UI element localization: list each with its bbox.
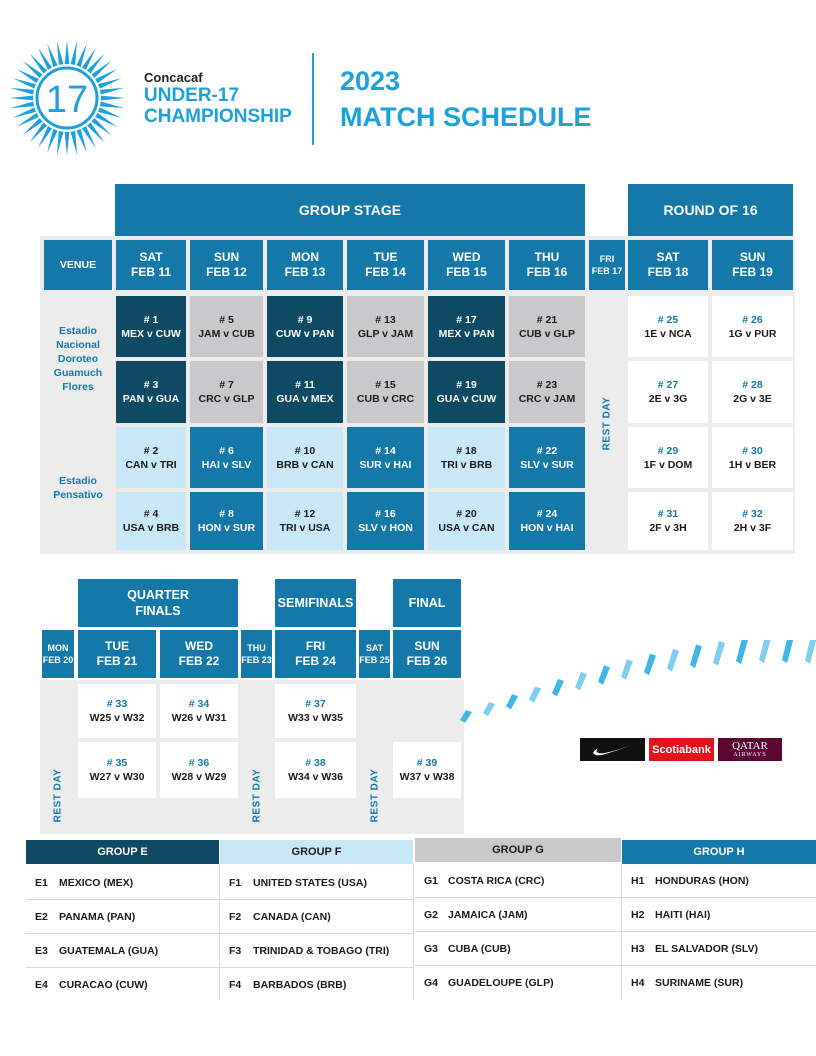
match-number: # 6 <box>219 444 234 457</box>
match-teams: 2F v 3H <box>649 522 687 534</box>
match-number: # 25 <box>657 313 679 326</box>
match-number: # 19 <box>456 379 477 391</box>
day-header-feb24: FRI FEB 24 <box>275 630 356 678</box>
group-column-divider <box>413 864 414 1000</box>
match-38: # 38 W34 v W36 <box>275 742 356 798</box>
match-teams: 2G v 3E <box>733 393 772 405</box>
match-33: # 33 W25 v W32 <box>78 684 156 738</box>
match-teams: GUA v MEX <box>276 393 334 405</box>
rest-day-feb23: REST DAY <box>251 768 262 822</box>
venue-label-nacional: Estadio Nacional Doroteo Guamuch Flores <box>53 325 103 393</box>
match-number: # 22 <box>536 444 558 457</box>
schedule-year: 2023 <box>340 66 401 96</box>
group-stage-match-cell <box>428 361 505 423</box>
group-team-row <box>26 968 219 1002</box>
match-teams: HON v SUR <box>197 522 256 534</box>
seed-code: F4 <box>229 979 242 991</box>
group-stage-match-cell <box>347 361 424 423</box>
match-teams: GLP v JAM <box>357 327 414 340</box>
match-number: # 28 <box>742 379 763 391</box>
match-number: # 32 <box>742 508 763 520</box>
day-header-feb11: SAT FEB 11 <box>116 240 186 290</box>
group-stage-match-cell <box>428 296 505 357</box>
semifinals-title: SEMIFINALS <box>277 596 354 610</box>
group-stage-match-cell <box>428 492 505 550</box>
match-number: # 31 <box>657 508 679 520</box>
day-header-feb13: MON FEB 13 <box>267 240 343 290</box>
round-of-16-match-cell <box>712 492 793 550</box>
group-team-row <box>26 900 219 934</box>
venue-header-label: VENUE <box>59 259 97 271</box>
team-name: CUBA (CUB) <box>448 942 511 955</box>
match-teams: 2E v 3G <box>648 393 688 405</box>
nike-logo <box>580 738 645 761</box>
seed-code: F1 <box>229 876 242 889</box>
round-of-16-match-cell <box>628 427 708 488</box>
group-stage-match-cell <box>267 427 343 488</box>
match-teams: TRI v BRB <box>440 458 493 471</box>
match-teams: HON v HAI <box>520 522 574 534</box>
match-36: # 36 W28 v W29 <box>160 742 238 798</box>
group-stage-match-cell <box>509 296 585 357</box>
team-name: SURINAME (SUR) <box>655 977 744 989</box>
venue-label-pensativo: Estadio Pensativo <box>53 475 103 501</box>
match-teams: HAI v SLV <box>201 458 252 471</box>
match-number: # 13 <box>375 313 396 326</box>
match-number: # 24 <box>536 508 558 520</box>
match-teams: JAM v CUB <box>198 327 255 340</box>
match-number: # 17 <box>456 313 477 326</box>
group-name: GROUP G <box>492 844 544 856</box>
sunburst-logo-icon <box>8 39 126 157</box>
swoosh-icon <box>592 743 634 757</box>
quarterfinals-title: QUARTER FINALS <box>127 588 189 618</box>
day-header-feb18: SAT FEB 18 <box>628 240 708 290</box>
seed-code: F2 <box>229 910 242 923</box>
team-name: BARBADOS (BRB) <box>253 979 347 991</box>
day-header-feb12: SUN FEB 12 <box>190 240 263 290</box>
team-name: UNITED STATES (USA) <box>253 876 367 889</box>
day-header-feb25: SAT FEB 25 <box>359 630 390 678</box>
rest-day-feb17 <box>589 296 625 550</box>
group-name: GROUP H <box>693 846 745 858</box>
seed-code: H4 <box>631 977 645 989</box>
group-stage-match-cell <box>347 296 424 357</box>
semifinals-header <box>275 579 356 627</box>
match-teams: MEX v PAN <box>438 327 495 340</box>
match-number: # 30 <box>742 444 763 457</box>
group-stage-match-cell <box>347 427 424 488</box>
group-stage-match-cell <box>190 492 263 550</box>
match-teams: SLV v SUR <box>520 458 574 471</box>
group-stage-match-cell <box>347 492 424 550</box>
rest-day-feb20: REST DAY <box>52 768 64 822</box>
match-number: # 12 <box>294 508 316 520</box>
match-teams: SLV v HON <box>358 522 413 534</box>
group-stage-title: GROUP STAGE <box>298 202 402 218</box>
group-header <box>220 840 413 864</box>
match-number: # 10 <box>294 444 316 457</box>
team-name: CURACAO (CUW) <box>59 979 148 991</box>
match-number: # 3 <box>143 379 159 391</box>
match-teams: 1H v BER <box>728 458 777 471</box>
round-of-16-match-cell <box>712 296 793 357</box>
match-teams: BRB v CAN <box>276 458 334 471</box>
quarterfinals-header <box>78 579 238 627</box>
schedule-title: MATCH SCHEDULE <box>340 102 592 132</box>
match-number: # 5 <box>219 313 234 326</box>
group-stage-match-cell <box>116 427 186 488</box>
group-stage-match-cell <box>509 427 585 488</box>
match-number: # 4 <box>143 508 159 520</box>
match-teams: CUW v PAN <box>275 327 335 340</box>
group-team-row <box>622 966 816 1000</box>
round-of-16-header <box>628 184 793 236</box>
seed-code: H1 <box>631 874 645 887</box>
seed-code: G3 <box>424 942 439 955</box>
match-number: # 2 <box>143 444 159 457</box>
day-header-feb15: WED FEB 15 <box>428 240 505 290</box>
group-team-row <box>622 932 816 966</box>
round-of-16-match-cell <box>712 427 793 488</box>
seed-code: E1 <box>35 876 48 889</box>
org-name: Concacaf <box>144 70 203 85</box>
team-name: TRINIDAD & TOBAGO (TRI) <box>253 944 390 957</box>
group-stage-match-cell <box>116 492 186 550</box>
tournament-logo <box>8 39 126 157</box>
match-teams: 1F v DOM <box>643 458 693 471</box>
event-name-line2: CHAMPIONSHIP <box>144 106 292 127</box>
group-stage-header <box>115 184 585 236</box>
decorative-rays <box>455 640 816 750</box>
group-team-row <box>415 966 621 1000</box>
match-teams: CUB v CRC <box>356 393 415 405</box>
match-teams: CAN v TRI <box>125 458 177 471</box>
group-team-row <box>415 932 621 966</box>
header-divider <box>312 53 314 145</box>
match-teams: USA v BRB <box>122 522 180 534</box>
seed-code: F3 <box>229 944 242 957</box>
match-teams: CUB v GLP <box>518 327 575 340</box>
group-stage-match-cell <box>190 361 263 423</box>
day-header-feb21: TUE FEB 21 <box>78 630 156 678</box>
round-of-16-title: ROUND OF 16 <box>663 202 758 218</box>
seed-code: E3 <box>35 944 48 957</box>
group-team-row <box>220 968 413 1002</box>
group-stage-match-cell <box>428 427 505 488</box>
group-team-row <box>622 898 816 932</box>
match-teams: CRC v GLP <box>198 393 255 405</box>
qatar-airways-logo: QATAR AIRWAYS <box>718 738 782 761</box>
match-number: # 26 <box>742 313 763 326</box>
match-number: # 16 <box>375 508 396 520</box>
match-number: # 21 <box>536 313 558 326</box>
day-header-feb22: WED FEB 22 <box>160 630 238 678</box>
team-name: HONDURAS (HON) <box>655 874 749 887</box>
team-name: MEXICO (MEX) <box>59 876 134 889</box>
group-header <box>26 840 219 864</box>
match-number: # 29 <box>657 444 679 457</box>
final-title: FINAL <box>408 596 446 610</box>
group-stage-match-cell <box>190 427 263 488</box>
group-team-row <box>26 934 219 968</box>
match-teams: GUA v CUW <box>436 393 497 405</box>
logo-number: 17 <box>45 79 89 121</box>
seed-code: E4 <box>35 979 48 991</box>
match-number: # 15 <box>375 379 396 391</box>
seed-code: H2 <box>631 908 645 921</box>
team-name: GUADELOUPE (GLP) <box>448 977 554 989</box>
match-35: # 35 W27 v W30 <box>78 742 156 798</box>
match-number: # 1 <box>143 313 159 326</box>
day-header-feb19: SUN FEB 19 <box>712 240 793 290</box>
group-stage-match-cell <box>190 296 263 357</box>
group-name: GROUP F <box>291 846 342 858</box>
team-name: JAMAICA (JAM) <box>448 908 528 921</box>
match-39: # 39 W37 v W38 <box>393 742 461 798</box>
seed-code: H3 <box>631 942 645 955</box>
seed-code: G2 <box>424 908 439 921</box>
match-number: # 11 <box>295 379 315 391</box>
match-teams: 1G v PUR <box>728 327 777 340</box>
group-header <box>622 840 816 864</box>
match-teams: PAN v GUA <box>122 393 180 405</box>
team-name: CANADA (CAN) <box>253 910 331 923</box>
group-stage-match-cell <box>116 296 186 357</box>
seed-code: G4 <box>424 977 439 989</box>
final-header <box>393 579 461 627</box>
round-of-16-match-cell <box>712 361 793 423</box>
group-team-row <box>26 866 219 900</box>
match-34: # 34 W26 v W31 <box>160 684 238 738</box>
event-name-line1: UNDER-17 <box>144 85 240 106</box>
team-name: GUATEMALA (GUA) <box>59 944 159 957</box>
day-header-feb20: MON FEB 20 <box>42 630 74 678</box>
team-name: COSTA RICA (CRC) <box>448 874 545 887</box>
rest-day-label: REST DAY <box>601 396 613 450</box>
match-teams: 2H v 3F <box>733 522 772 534</box>
day-header-feb23: THU FEB 23 <box>241 630 272 678</box>
match-number: # 20 <box>456 508 477 520</box>
group-team-row <box>415 864 621 898</box>
group-header <box>415 838 621 862</box>
group-team-row <box>220 900 413 934</box>
rest-day-feb25: REST DAY <box>369 768 380 822</box>
ray-stripes-icon <box>455 640 816 750</box>
match-teams: MEX v CUW <box>121 327 181 340</box>
group-stage-match-cell <box>267 361 343 423</box>
match-number: # 27 <box>657 379 679 391</box>
match-teams: TRI v USA <box>279 522 331 534</box>
match-number: # 14 <box>375 444 396 457</box>
match-teams: CRC v JAM <box>518 393 576 405</box>
seed-code: G1 <box>424 874 439 887</box>
group-name: GROUP E <box>97 846 148 858</box>
group-stage-match-cell <box>509 361 585 423</box>
day-header-feb14: TUE FEB 14 <box>347 240 424 290</box>
team-name: PANAMA (PAN) <box>59 910 136 923</box>
round-of-16-match-cell <box>628 492 708 550</box>
match-number: # 7 <box>219 379 234 391</box>
group-stage-match-cell <box>509 492 585 550</box>
team-name: HAITI (HAI) <box>655 908 711 921</box>
match-number: # 8 <box>219 508 234 520</box>
group-stage-match-cell <box>267 296 343 357</box>
group-team-row <box>220 934 413 968</box>
match-teams: USA v CAN <box>438 522 495 534</box>
group-stage-match-cell <box>267 492 343 550</box>
match-number: # 9 <box>297 313 313 326</box>
group-stage-match-cell <box>116 361 186 423</box>
venue-header <box>44 240 112 290</box>
group-team-row <box>415 898 621 932</box>
group-team-row <box>220 866 413 900</box>
match-number: # 23 <box>536 379 558 391</box>
match-teams: 1E v NCA <box>644 327 692 340</box>
group-team-row <box>622 864 816 898</box>
day-header-feb16: THU FEB 16 <box>509 240 585 290</box>
round-of-16-match-cell <box>628 361 708 423</box>
match-37: # 37 W33 v W35 <box>275 684 356 738</box>
scotiabank-logo: Scotiabank <box>649 738 714 761</box>
day-header-feb17: FRI FEB 17 <box>589 240 625 290</box>
seed-code: E2 <box>35 910 48 923</box>
match-teams: SUR v HAI <box>359 458 412 471</box>
day-header-feb26: SUN FEB 26 <box>393 630 461 678</box>
round-of-16-match-cell <box>628 296 708 357</box>
match-number: # 18 <box>456 444 477 457</box>
team-name: EL SALVADOR (SLV) <box>655 942 759 955</box>
